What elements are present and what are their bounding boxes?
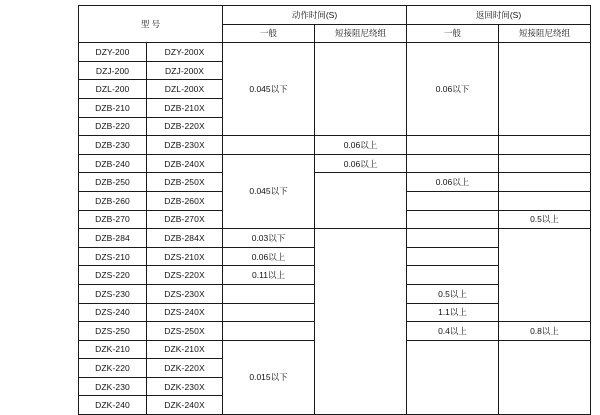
cell-return-normal — [407, 154, 499, 173]
table-row — [79, 154, 591, 173]
table-row — [79, 173, 591, 192]
cell-model-a: DZY-200 — [79, 43, 147, 62]
cell-model-a: DZJ-200 — [79, 61, 147, 80]
table-row — [79, 136, 591, 155]
cell-return-normal: 0.4以上 — [407, 322, 499, 341]
cell-model-b: DZS-240X — [147, 303, 223, 322]
cell-return-normal: 0.06以下 — [407, 43, 499, 136]
cell-return-normal — [407, 136, 499, 155]
table-header — [79, 6, 591, 43]
cell-return-damped — [499, 136, 591, 155]
cell-return-damped — [499, 191, 591, 210]
cell-model-b: DZB-260X — [147, 191, 223, 210]
cell-model-a: DZB-230 — [79, 136, 147, 155]
cell-model-b: DZS-220X — [147, 266, 223, 285]
cell-return-damped — [499, 229, 591, 322]
cell-model-b: DZB-270X — [147, 210, 223, 229]
cell-return-normal: 1.1以上 — [407, 303, 499, 322]
cell-model-b: DZB-210X — [147, 98, 223, 117]
cell-operate-damped — [315, 173, 407, 229]
cell-model-a: DZS-220 — [79, 266, 147, 285]
cell-return-normal — [407, 210, 499, 229]
header-sub-operate-normal: 一般 — [223, 24, 315, 43]
cell-model-a: DZB-220 — [79, 117, 147, 136]
cell-operate-damped — [315, 229, 407, 415]
cell-return-normal — [407, 191, 499, 210]
cell-operate-normal — [223, 136, 315, 155]
cell-operate-damped: 0.06以上 — [315, 136, 407, 155]
header-group-operate-time: 动作时间(S) — [223, 6, 407, 25]
cell-model-a: DZB-240 — [79, 154, 147, 173]
cell-operate-damped: 0.06以上 — [315, 154, 407, 173]
cell-model-a: DZK-220 — [79, 359, 147, 378]
cell-return-normal — [407, 247, 499, 266]
header-group-row — [79, 6, 591, 25]
header-sub-operate-damped: 短接阻尼绕组 — [315, 24, 407, 43]
cell-model-a: DZS-240 — [79, 303, 147, 322]
cell-return-normal — [407, 229, 499, 248]
cell-model-b: DZB-284X — [147, 229, 223, 248]
cell-model-b: DZJ-200X — [147, 61, 223, 80]
cell-model-a: DZB-260 — [79, 191, 147, 210]
cell-model-b: DZK-220X — [147, 359, 223, 378]
cell-operate-normal — [223, 303, 315, 322]
cell-model-b: DZL-200X — [147, 80, 223, 99]
cell-return-normal: 0.5以上 — [407, 284, 499, 303]
table-body — [79, 43, 591, 415]
cell-model-a: DZK-210 — [79, 340, 147, 359]
cell-return-damped: 0.8以上 — [499, 322, 591, 341]
cell-model-a: DZS-210 — [79, 247, 147, 266]
cell-return-normal — [407, 340, 499, 414]
cell-operate-normal: 0.045以下 — [223, 43, 315, 136]
cell-return-normal: 0.06以上 — [407, 173, 499, 192]
cell-model-a: DZK-230 — [79, 377, 147, 396]
cell-return-normal — [407, 266, 499, 285]
cell-model-a: DZB-284 — [79, 229, 147, 248]
cell-operate-damped — [315, 43, 407, 136]
cell-model-a: DZB-250 — [79, 173, 147, 192]
cell-model-b: DZS-210X — [147, 247, 223, 266]
cell-model-b: DZB-220X — [147, 117, 223, 136]
cell-operate-normal: 0.11以上 — [223, 266, 315, 285]
cell-return-damped — [499, 340, 591, 414]
cell-return-damped — [499, 43, 591, 136]
header-sub-return-damped: 短接阻尼绕组 — [499, 24, 591, 43]
cell-operate-normal: 0.045以下 — [223, 154, 315, 228]
cell-operate-normal — [223, 284, 315, 303]
cell-return-damped — [499, 173, 591, 192]
cell-model-b: DZB-230X — [147, 136, 223, 155]
cell-model-a: DZS-250 — [79, 322, 147, 341]
cell-model-b: DZB-240X — [147, 154, 223, 173]
cell-model-b: DZK-240X — [147, 396, 223, 415]
cell-operate-normal — [223, 322, 315, 341]
table-row — [79, 229, 591, 248]
cell-model-a: DZL-200 — [79, 80, 147, 99]
cell-operate-normal: 0.03以下 — [223, 229, 315, 248]
header-model-label: 型 号 — [79, 6, 223, 43]
cell-model-a: DZK-240 — [79, 396, 147, 415]
table-row — [79, 43, 591, 62]
cell-model-b: DZK-210X — [147, 340, 223, 359]
header-group-return-time: 返回时间(S) — [407, 6, 591, 25]
cell-operate-normal: 0.06以上 — [223, 247, 315, 266]
cell-return-damped: 0.5以上 — [499, 210, 591, 229]
cell-model-b: DZY-200X — [147, 43, 223, 62]
cell-model-b: DZB-250X — [147, 173, 223, 192]
header-sub-return-normal: 一般 — [407, 24, 499, 43]
cell-model-b: DZS-250X — [147, 322, 223, 341]
cell-model-a: DZB-270 — [79, 210, 147, 229]
cell-operate-normal: 0.015以下 — [223, 340, 315, 414]
cell-model-a: DZB-210 — [79, 98, 147, 117]
relay-timing-table — [78, 5, 591, 415]
cell-return-damped — [499, 154, 591, 173]
cell-model-b: DZK-230X — [147, 377, 223, 396]
cell-model-b: DZS-230X — [147, 284, 223, 303]
cell-model-a: DZS-230 — [79, 284, 147, 303]
